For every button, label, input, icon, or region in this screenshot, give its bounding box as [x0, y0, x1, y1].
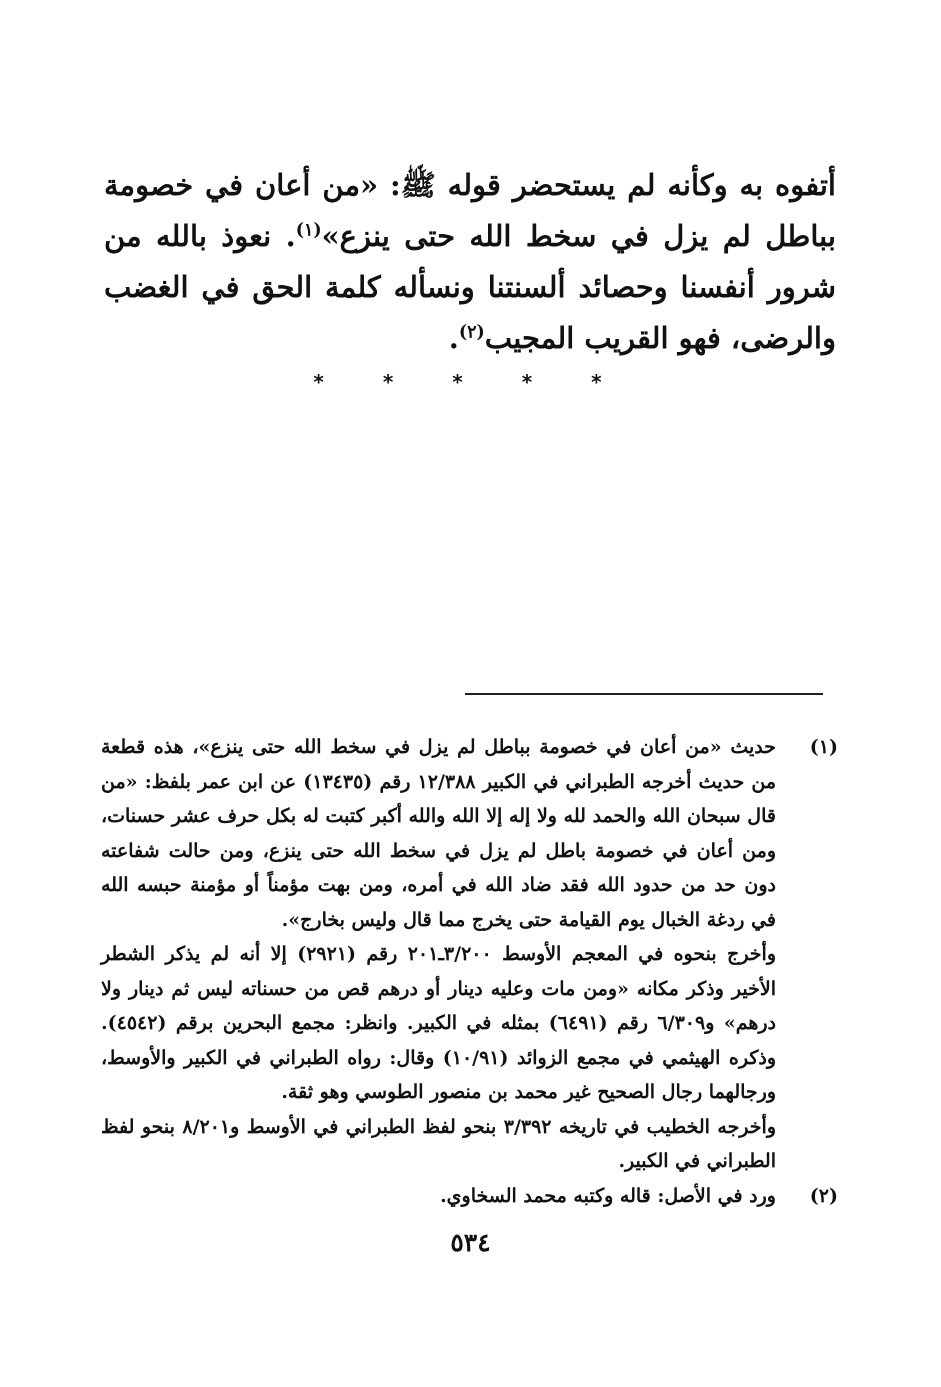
footnote-divider: [465, 693, 823, 695]
page-number: ٥٣٤: [450, 1228, 491, 1257]
footnote-paragraph: حديث «من أعان في خصومة بباطل لم يزل في سخط الله حتى ينزع»، هذه قطعة من حديث أخرجه الطبراني في الكبير ١٢/٣٨٨ رقم (١٣٤٣٥) عن ابن عمر بلفظ: «من قال سبحان الله والحمد لله ولا إله إلا الله والله أكبر كتبت له بكل حرف عشر حسنات، ومن أعان في خصومة باطل لم يزل في سخط الله حتى ينزع، ومن حالت شفاعته دون حد من حدود الله فقد ضاد الله في أمره، ومن بهت مؤمناً أو مؤمنة حبسه الله في ردغة الخبال يوم القيامة حتى يخرج مما قال وليس بخارج».: [101, 736, 777, 931]
footnote-paragraph: ورد في الأصل: قاله وكتبه محمد السخاوي.: [440, 1184, 776, 1207]
main-text-part-1: أتفوه به وكأنه لم يستحضر قوله ﷺ: «من أعان في خصومة بباطل لم يزل في سخط الله حتى ينزع»: [104, 168, 836, 253]
section-separator: * * * * *: [313, 370, 628, 394]
main-paragraph: [104, 160, 836, 364]
footnote-ref-2[interactable]: (٢): [458, 322, 485, 343]
footnote-ref-1[interactable]: (١): [295, 220, 322, 241]
footnote-number: (٢): [809, 1184, 838, 1207]
main-text: [104, 160, 836, 364]
main-text-end: .: [448, 321, 459, 355]
footnotes: [101, 730, 838, 1213]
footnote-1: [101, 730, 838, 1179]
footnote-paragraph: وأخرجه الخطيب في تاريخه ٣/٣٩٢ بنحو لفظ الطبراني في الأوسط و٨/٢٠١ بنحو لفظ الطبراني في الكبير.: [101, 1115, 776, 1172]
footnote-number: (١): [809, 736, 838, 758]
footnote-2: [101, 1179, 838, 1214]
footnote-paragraph: وأخرج بنحوه في المعجم الأوسط ٣/٢٠٠ـ٢٠١ رقم (٢٩٢١) إلا أنه لم يذكر الشطر الأخير وذكر مكانه «ومن مات وعليه دينار أو درهم قص من حسناته ليس ثم دينار ولا درهم» و٦/٣٠٩ رقم (٦٤٩١) بمثله في الكبير. وانظر: مجمع البحرين برقم (٤٥٤٢). وذكره الهيثمي في مجمع الزوائد (١٠/٩١) وقال: رواه الطبراني في الكبير والأوسط، ورجالهما رجال الصحيح غير محمد بن منصور الطوسي وهو ثقة.: [101, 943, 776, 1103]
main-text-part-2: . نعوذ بالله من شرور أنفسنا وحصائد ألسنتنا ونسأله كلمة الحق في الغضب والرضى، فهو القريب المجيب: [104, 219, 836, 355]
